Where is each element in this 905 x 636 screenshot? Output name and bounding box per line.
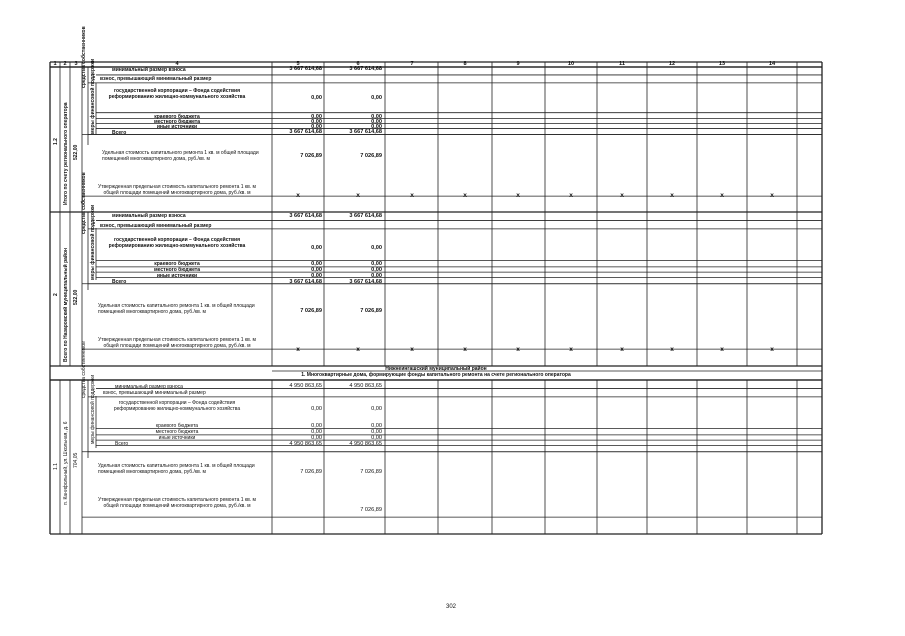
value: x — [670, 192, 674, 199]
regional-label: краевого бюджета — [154, 261, 200, 267]
col-13: 13 — [718, 61, 726, 67]
max-cost-label: Утвержденная предельная стоимость капитального ремонта 1 кв. м общей площади помещений многоквартирного дома, руб./кв. м — [98, 184, 256, 196]
col-12: 12 — [668, 61, 676, 67]
value: 0,00 — [371, 423, 382, 429]
value: 0,00 — [371, 435, 382, 441]
house-number: 1.1 — [53, 463, 59, 470]
value: 3 667 614,68 — [349, 279, 382, 285]
value: 0,00 — [371, 406, 382, 412]
section-number: 2 — [53, 293, 59, 296]
min-fee-label: минимальный размер взноса — [112, 67, 186, 73]
value: 7 026,89 — [300, 153, 322, 159]
state-corp-label: государственной корпорации – Фонда содействия реформированию жилищно-коммунального хозяйства — [113, 400, 241, 412]
value: 0,00 — [311, 423, 322, 429]
col-6: 6 — [356, 61, 360, 67]
local-label: местного бюджета — [153, 119, 201, 125]
value: 0,00 — [311, 124, 322, 130]
value: 3 667 614,68 — [349, 213, 382, 219]
value: 7 026,89 — [360, 153, 382, 159]
value: 0,00 — [311, 245, 322, 251]
district-title: Нижнеингашский муниципальный район — [385, 366, 487, 372]
value: 0,00 — [371, 114, 382, 120]
state-corp-label: государственной корпорации – Фонда содействия реформированию жилищно-коммунального хозяйства — [108, 237, 246, 249]
min-fee-label: минимальный размер взноса — [115, 384, 183, 390]
funds-support-label: меры финансовой поддержки — [90, 374, 96, 444]
value: 0,00 — [311, 119, 322, 125]
col-14: 14 — [768, 61, 776, 67]
value: 0,00 — [371, 95, 382, 101]
value: x — [356, 346, 360, 353]
value: 0,00 — [371, 124, 382, 130]
value: 0,00 — [371, 261, 382, 267]
value: 7 026,89 — [360, 507, 382, 513]
subsection-title: 1. Многоквартирные дома, формирующие фонды капитального ремонта на счете регионального оператора — [301, 372, 571, 378]
value: 0,00 — [311, 95, 322, 101]
value: 3 667 614,68 — [349, 129, 382, 135]
col-1: 1 — [53, 61, 57, 67]
section-area: 522,00 — [73, 144, 79, 160]
page-number: 302 — [446, 604, 457, 610]
section-number: 1.2 — [53, 138, 59, 145]
value: x — [410, 192, 414, 199]
over-fee-label: взнос, превышающий минимальный размер — [103, 390, 206, 396]
funds-support-label: меры финансовой поддержки — [90, 58, 96, 134]
local-label: местного бюджета — [153, 267, 201, 273]
value: 0,00 — [371, 245, 382, 251]
value: 0,00 — [311, 406, 322, 412]
unit-cost-label: Удельная стоимость капитального ремонта 1 кв. м общей площади помещений многоквартирного дома, руб./кв. м — [102, 150, 259, 162]
col-9: 9 — [516, 61, 520, 67]
funds-own-label: средства собственников — [81, 172, 87, 234]
col-4: 4 — [175, 61, 179, 67]
max-cost-label: Утвержденная предельная стоимость капитального ремонта 1 кв. м общей площади помещений многоквартирного дома, руб./кв. м — [98, 497, 256, 509]
over-fee-label: взнос, превышающий минимальный размер — [100, 223, 212, 229]
value: 0,00 — [311, 429, 322, 435]
value: 4 950 863,65 — [349, 383, 382, 389]
total-label: Всего — [112, 130, 127, 136]
value: 0,00 — [371, 429, 382, 435]
value: 7 026,89 — [360, 308, 382, 314]
value: 0,00 — [311, 273, 322, 279]
value: x — [569, 346, 573, 353]
value: x — [516, 346, 520, 353]
value: x — [670, 346, 674, 353]
value: 0,00 — [311, 435, 322, 441]
value: 0,00 — [311, 267, 322, 273]
value: 4 950 863,65 — [289, 383, 322, 389]
value: x — [516, 192, 520, 199]
value: 0,00 — [371, 273, 382, 279]
state-corp-label: государственной корпорации – Фонда содействия реформированию жилищно-коммунального хозяйства — [108, 88, 246, 100]
value: 3 667 614,68 — [289, 213, 322, 219]
value: x — [720, 192, 724, 199]
other-label: иные источники — [156, 273, 198, 279]
max-cost-label: Утвержденная предельная стоимость капитального ремонта 1 кв. м общей площади помещений многоквартирного дома, руб./кв. м — [98, 337, 256, 349]
value: 0,00 — [311, 114, 322, 120]
house-area: 704,05 — [73, 452, 79, 468]
value: x — [463, 192, 467, 199]
value: x — [296, 346, 300, 353]
total-label: Всего — [115, 441, 129, 447]
funds-own-label: средства собственников — [81, 341, 87, 398]
regional-label: краевого бюджета — [154, 114, 200, 120]
value: 3 667 614,68 — [289, 129, 322, 135]
value: x — [770, 192, 774, 199]
value: 4 950 863,65 — [289, 441, 322, 447]
value: x — [356, 192, 360, 199]
col-3: 3 — [74, 61, 78, 67]
value: x — [720, 346, 724, 353]
house-address: п. Канифольный, ул. Школьная, д. 6 — [63, 421, 69, 505]
value: 4 950 863,65 — [349, 441, 382, 447]
other-label: иные источники — [156, 124, 198, 130]
other-label: иные источники — [158, 435, 196, 441]
value: 7 026,89 — [360, 469, 382, 475]
value: x — [770, 346, 774, 353]
section-name: Всего по Назаровский муниципальный район — [63, 247, 69, 362]
value: 3 667 614,68 — [289, 66, 322, 72]
col-11: 11 — [619, 61, 625, 67]
min-fee-label: минимальный размер взноса — [112, 213, 186, 219]
col-2: 2 — [63, 61, 67, 67]
value: 0,00 — [311, 261, 322, 267]
value: x — [620, 346, 624, 353]
value: 0,00 — [371, 119, 382, 125]
col-8: 8 — [463, 61, 467, 67]
funds-support-label: меры финансовой поддержки — [90, 204, 96, 280]
unit-cost-label: Удельная стоимость капитального ремонта 1 кв. м общей площади помещений многоквартирного дома, руб./кв. м — [98, 303, 255, 315]
value: x — [296, 192, 300, 199]
value: x — [463, 346, 467, 353]
total-label: Всего — [112, 279, 127, 285]
over-fee-label: взнос, превышающий минимальный размер — [100, 76, 212, 82]
value: x — [569, 192, 573, 199]
section-area: 522,00 — [73, 289, 79, 305]
col-10: 10 — [567, 61, 575, 67]
col-7: 7 — [410, 61, 414, 67]
value: x — [410, 346, 414, 353]
value: 3 667 614,68 — [349, 66, 382, 72]
section-name: Итого по счету регионального оператора — [63, 102, 69, 205]
value: 7 026,89 — [300, 308, 322, 314]
local-label: местного бюджета — [155, 429, 199, 435]
value: 3 667 614,68 — [289, 279, 322, 285]
funds-own-label: средства собственников — [81, 26, 87, 88]
regional-label: краевого бюджета — [155, 423, 199, 429]
value: 7 026,89 — [300, 469, 322, 475]
unit-cost-label: Удельная стоимость капитального ремонта 1 кв. м общей площади помещений многоквартирного дома, руб./кв. м — [98, 463, 255, 475]
value: x — [620, 192, 624, 199]
col-5: 5 — [296, 61, 300, 67]
value: 0,00 — [371, 267, 382, 273]
